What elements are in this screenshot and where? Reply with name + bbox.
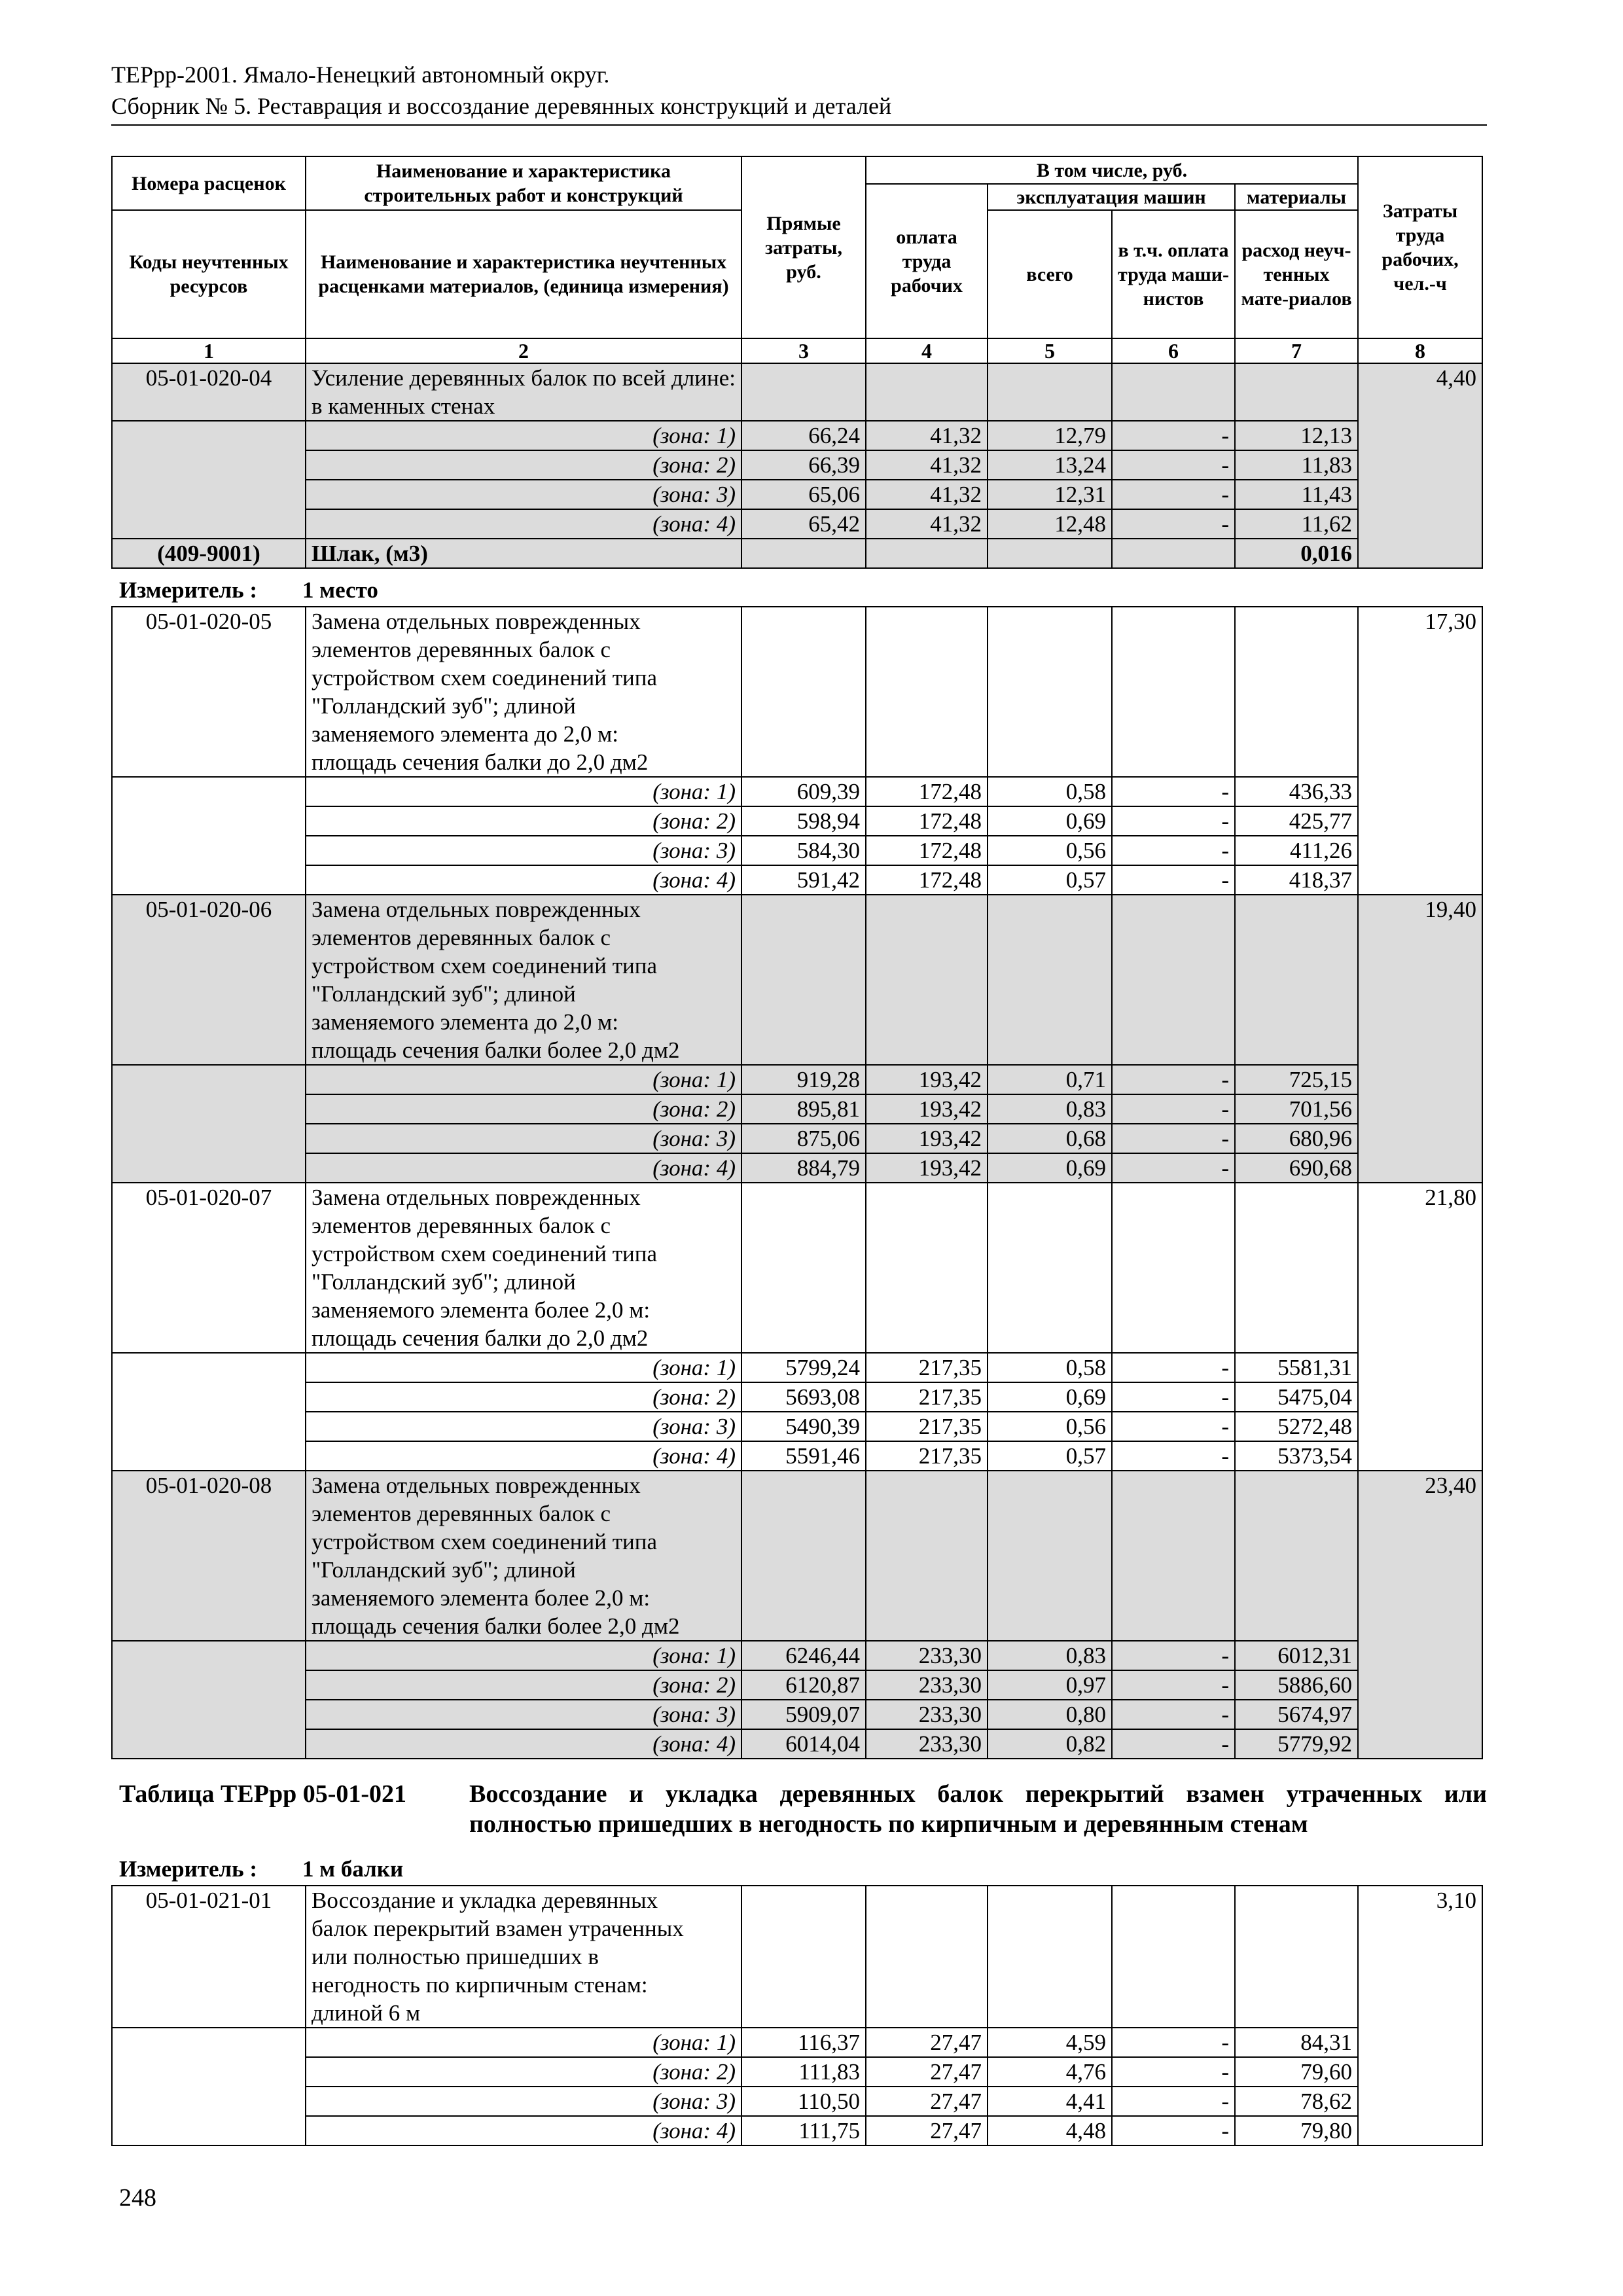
empty-cell — [866, 1886, 988, 2028]
head-labor: Затраты труда рабочих, чел.-ч — [1358, 156, 1482, 338]
labor-pay: 193,42 — [866, 1124, 988, 1153]
col-number: 1 — [112, 338, 306, 363]
resource-code: (409-9001) — [112, 539, 306, 568]
labor-pay: 172,48 — [866, 865, 988, 895]
labor-cost: 23,40 — [1358, 1471, 1482, 1759]
machines-total: 0,71 — [988, 1065, 1112, 1094]
table-name: Воссоздание и укладка деревянных балок перекрытий взамен утраченных или полностью пришедших в негодность по кирпичным и деревянным стенам — [469, 1780, 1487, 1838]
materials: 11,62 — [1235, 509, 1358, 539]
empty-cell — [1112, 607, 1235, 777]
machines-total: 4,41 — [988, 2087, 1112, 2116]
materials: 5779,92 — [1235, 1729, 1358, 1759]
labor-pay: 41,32 — [866, 421, 988, 450]
labor-pay: 27,47 — [866, 2116, 988, 2145]
zone-label: (зона: 3) — [306, 480, 741, 509]
head-work-name: Наименование и характеристика строительных работ и конструкций — [306, 156, 741, 210]
head-labor-pay: оплата труда рабочих — [866, 184, 988, 338]
rate-code: 05-01-020-04 — [112, 363, 306, 421]
rate-name: Замена отдельных поврежденных элементов деревянных балок с устройством схем соединений типа "Голландский зуб"; длиной заменяемого элемента более 2,0 м: площадь сечения балки более 2,0 дм2 — [306, 1471, 741, 1641]
machinist-pay: - — [1112, 1065, 1235, 1094]
machines-total: 0,58 — [988, 777, 1112, 806]
direct-cost: 609,39 — [741, 777, 866, 806]
machinist-pay: - — [1112, 1124, 1235, 1153]
labor-pay: 27,47 — [866, 2028, 988, 2057]
materials: 6012,31 — [1235, 1641, 1358, 1670]
rate-block — [112, 607, 1482, 895]
direct-cost: 6246,44 — [741, 1641, 866, 1670]
header-rule — [111, 124, 1487, 126]
machinist-pay: - — [1112, 806, 1235, 836]
empty-cell — [112, 777, 306, 895]
machinist-pay: - — [1112, 1153, 1235, 1183]
machines-total: 12,31 — [988, 480, 1112, 509]
measure-value: 1 место — [302, 577, 378, 603]
labor-pay: 193,42 — [866, 1094, 988, 1124]
running-header-collection: Сборник № 5. Реставрация и воссоздание деревянных конструкций и деталей — [111, 93, 892, 119]
machines-total: 4,59 — [988, 2028, 1112, 2057]
materials: 5581,31 — [1235, 1353, 1358, 1382]
machines-total: 0,57 — [988, 865, 1112, 895]
direct-cost: 5909,07 — [741, 1700, 866, 1729]
machines-total: 0,56 — [988, 836, 1112, 865]
materials: 425,77 — [1235, 806, 1358, 836]
page-number: 248 — [119, 2184, 156, 2212]
zone-label: (зона: 2) — [306, 1670, 741, 1700]
direct-cost: 5490,39 — [741, 1412, 866, 1441]
empty-cell — [741, 1183, 866, 1353]
head-machines: эксплуатация машин — [988, 184, 1235, 210]
direct-cost: 875,06 — [741, 1124, 866, 1153]
labor-pay: 41,32 — [866, 480, 988, 509]
direct-cost: 111,83 — [741, 2057, 866, 2087]
machines-total: 0,69 — [988, 1382, 1112, 1412]
materials: 680,96 — [1235, 1124, 1358, 1153]
labor-pay: 217,35 — [866, 1353, 988, 1382]
rates-table-section-1 — [111, 606, 1483, 1759]
machinist-pay: - — [1112, 480, 1235, 509]
empty-cell — [112, 1353, 306, 1471]
materials: 5886,60 — [1235, 1670, 1358, 1700]
direct-cost: 65,06 — [741, 480, 866, 509]
zone-label: (зона: 1) — [306, 777, 741, 806]
labor-pay: 41,32 — [866, 509, 988, 539]
empty-cell — [988, 895, 1112, 1065]
direct-cost: 919,28 — [741, 1065, 866, 1094]
empty-cell — [866, 895, 988, 1065]
labor-cost: 3,10 — [1358, 1886, 1482, 2145]
machinist-pay: - — [1112, 1700, 1235, 1729]
rate-name: Замена отдельных поврежденных элементов деревянных балок с устройством схем соединений типа "Голландский зуб"; длиной заменяемого элемента до 2,0 м: площадь сечения балки более 2,0 дм2 — [306, 895, 741, 1065]
labor-pay: 27,47 — [866, 2057, 988, 2087]
zone-label: (зона: 2) — [306, 1382, 741, 1412]
rate-code: 05-01-020-07 — [112, 1183, 306, 1353]
machinist-pay: - — [1112, 1382, 1235, 1412]
machinist-pay: - — [1112, 1094, 1235, 1124]
rate-block — [112, 1471, 1482, 1759]
rate-block — [112, 363, 1482, 568]
empty-cell — [741, 895, 866, 1065]
direct-cost: 65,42 — [741, 509, 866, 539]
empty-cell — [112, 1641, 306, 1759]
empty-cell — [112, 2028, 306, 2145]
measure-unit-1 — [119, 576, 378, 604]
resource-amount: 0,016 — [1235, 539, 1358, 568]
head-including: В том числе, руб. — [866, 156, 1358, 184]
empty-cell — [988, 607, 1112, 777]
machinist-pay: - — [1112, 2087, 1235, 2116]
materials: 411,26 — [1235, 836, 1358, 865]
materials: 5475,04 — [1235, 1382, 1358, 1412]
zone-label: (зона: 1) — [306, 2028, 741, 2057]
direct-cost: 110,50 — [741, 2087, 866, 2116]
empty-cell — [741, 1886, 866, 2028]
col-number: 4 — [866, 338, 988, 363]
labor-cost: 19,40 — [1358, 895, 1482, 1183]
materials: 78,62 — [1235, 2087, 1358, 2116]
table-code: Таблица ТЕРрр 05-01-021 — [119, 1780, 407, 1808]
empty-cell — [988, 1471, 1112, 1641]
labor-pay: 217,35 — [866, 1412, 988, 1441]
empty-cell — [741, 1471, 866, 1641]
head-unaccounted-materials: расход неуч-тенных мате-риалов — [1235, 210, 1358, 338]
machinist-pay: - — [1112, 2116, 1235, 2145]
zone-label: (зона: 1) — [306, 421, 741, 450]
rate-name: Замена отдельных поврежденных элементов деревянных балок с устройством схем соединений типа "Голландский зуб"; длиной заменяемого элемента до 2,0 м: площадь сечения балки до 2,0 дм2 — [306, 607, 741, 777]
labor-pay: 193,42 — [866, 1153, 988, 1183]
materials: 418,37 — [1235, 865, 1358, 895]
head-direct-costs: Прямые затраты, руб. — [741, 156, 866, 338]
head-rate-numbers: Номера расценок — [112, 156, 306, 210]
direct-cost: 66,39 — [741, 450, 866, 480]
rate-block — [112, 1886, 1482, 2145]
materials: 5373,54 — [1235, 1441, 1358, 1471]
head-materials: материалы — [1235, 184, 1358, 210]
labor-pay: 233,30 — [866, 1729, 988, 1759]
empty-cell — [112, 1065, 306, 1183]
materials: 725,15 — [1235, 1065, 1358, 1094]
empty-cell — [988, 1886, 1112, 2028]
direct-cost: 5693,08 — [741, 1382, 866, 1412]
zone-label: (зона: 1) — [306, 1065, 741, 1094]
head-machinist-pay: в т.ч. оплата труда маши-нистов — [1112, 210, 1235, 338]
machines-total: 0,58 — [988, 1353, 1112, 1382]
materials: 79,60 — [1235, 2057, 1358, 2087]
materials: 5674,97 — [1235, 1700, 1358, 1729]
direct-cost: 591,42 — [741, 865, 866, 895]
labor-pay: 233,30 — [866, 1700, 988, 1729]
machines-total: 0,80 — [988, 1700, 1112, 1729]
empty-cell — [1235, 607, 1358, 777]
machines-total: 12,48 — [988, 509, 1112, 539]
machines-total: 4,48 — [988, 2116, 1112, 2145]
labor-cost: 4,40 — [1358, 363, 1482, 568]
rate-code: 05-01-020-08 — [112, 1471, 306, 1641]
direct-cost: 598,94 — [741, 806, 866, 836]
head-machines-total: всего — [988, 210, 1112, 338]
empty-cell — [1112, 1471, 1235, 1641]
machinist-pay: - — [1112, 1441, 1235, 1471]
machines-total: 0,83 — [988, 1641, 1112, 1670]
machinist-pay: - — [1112, 1729, 1235, 1759]
machinist-pay: - — [1112, 1353, 1235, 1382]
zone-label: (зона: 3) — [306, 836, 741, 865]
rates-table-header — [111, 156, 1483, 569]
empty-cell — [1112, 1183, 1235, 1353]
machinist-pay: - — [1112, 509, 1235, 539]
machines-total: 4,76 — [988, 2057, 1112, 2087]
col-number: 2 — [306, 338, 741, 363]
machinist-pay: - — [1112, 1670, 1235, 1700]
labor-pay: 217,35 — [866, 1382, 988, 1412]
rate-code: 05-01-021-01 — [112, 1886, 306, 2028]
machinist-pay: - — [1112, 777, 1235, 806]
col-number: 8 — [1358, 338, 1482, 363]
col-number: 6 — [1112, 338, 1235, 363]
measure-label: Измеритель : — [119, 1856, 258, 1882]
machinist-pay: - — [1112, 450, 1235, 480]
machinist-pay: - — [1112, 1412, 1235, 1441]
empty-cell — [866, 1471, 988, 1641]
labor-pay: 233,30 — [866, 1670, 988, 1700]
zone-label: (зона: 3) — [306, 1412, 741, 1441]
machinist-pay: - — [1112, 1641, 1235, 1670]
measure-value: 1 м балки — [302, 1856, 404, 1882]
head-resource-codes: Коды неучтенных ресурсов — [112, 210, 306, 338]
labor-pay: 193,42 — [866, 1065, 988, 1094]
machines-total: 0,83 — [988, 1094, 1112, 1124]
empty-cell — [1112, 895, 1235, 1065]
direct-cost: 6014,04 — [741, 1729, 866, 1759]
empty-cell — [1235, 1886, 1358, 2028]
machinist-pay: - — [1112, 2057, 1235, 2087]
empty-cell — [1235, 1183, 1358, 1353]
materials: 11,43 — [1235, 480, 1358, 509]
direct-cost: 884,79 — [741, 1153, 866, 1183]
zone-label: (зона: 3) — [306, 1124, 741, 1153]
zone-label: (зона: 2) — [306, 806, 741, 836]
machinist-pay: - — [1112, 836, 1235, 865]
labor-cost: 21,80 — [1358, 1183, 1482, 1471]
zone-label: (зона: 2) — [306, 450, 741, 480]
machinist-pay: - — [1112, 2028, 1235, 2057]
measure-unit-2 — [119, 1855, 404, 1883]
empty-cell — [866, 1183, 988, 1353]
direct-cost: 6120,87 — [741, 1670, 866, 1700]
materials: 5272,48 — [1235, 1412, 1358, 1441]
labor-pay: 172,48 — [866, 836, 988, 865]
labor-pay: 233,30 — [866, 1641, 988, 1670]
machines-total: 0,82 — [988, 1729, 1112, 1759]
empty-cell — [866, 607, 988, 777]
rates-table-section-2 — [111, 1885, 1483, 2146]
rate-code: 05-01-020-05 — [112, 607, 306, 777]
zone-label: (зона: 2) — [306, 2057, 741, 2087]
labor-pay: 41,32 — [866, 450, 988, 480]
zone-label: (зона: 3) — [306, 2087, 741, 2116]
empty-cell — [988, 1183, 1112, 1353]
measure-label: Измеритель : — [119, 577, 258, 603]
col-number: 3 — [741, 338, 866, 363]
labor-pay: 217,35 — [866, 1441, 988, 1471]
empty-cell — [1235, 895, 1358, 1065]
machinist-pay: - — [1112, 421, 1235, 450]
machines-total: 0,68 — [988, 1124, 1112, 1153]
col-number: 7 — [1235, 338, 1358, 363]
direct-cost: 5591,46 — [741, 1441, 866, 1471]
zone-label: (зона: 4) — [306, 1153, 741, 1183]
machinist-pay: - — [1112, 865, 1235, 895]
machines-total: 0,69 — [988, 806, 1112, 836]
empty-cell — [1235, 1471, 1358, 1641]
resource-name: Шлак, (м3) — [306, 539, 741, 568]
direct-cost: 116,37 — [741, 2028, 866, 2057]
labor-cost: 17,30 — [1358, 607, 1482, 895]
rate-code: 05-01-020-06 — [112, 895, 306, 1065]
materials: 436,33 — [1235, 777, 1358, 806]
running-header-title: ТЕРрр-2001. Ямало-Ненецкий автономный округ. — [111, 62, 610, 88]
rate-name: Воссоздание и укладка деревянных балок перекрытий взамен утраченных или полностью пришедших в негодность по кирпичным стенам: длиной 6 м — [306, 1886, 741, 2028]
zone-label: (зона: 1) — [306, 1641, 741, 1670]
machines-total: 0,97 — [988, 1670, 1112, 1700]
machines-total: 0,56 — [988, 1412, 1112, 1441]
labor-pay: 27,47 — [866, 2087, 988, 2116]
materials: 690,68 — [1235, 1153, 1358, 1183]
empty-cell — [741, 607, 866, 777]
labor-pay: 172,48 — [866, 777, 988, 806]
zone-label: (зона: 4) — [306, 1729, 741, 1759]
machines-total: 12,79 — [988, 421, 1112, 450]
empty-cell — [1112, 1886, 1235, 2028]
labor-pay: 172,48 — [866, 806, 988, 836]
head-resource-names: Наименование и характеристика неучтенных расценками материалов, (единица измерения) — [306, 210, 741, 338]
zone-label: (зона: 4) — [306, 1441, 741, 1471]
zone-label: (зона: 4) — [306, 2116, 741, 2145]
zone-label: (зона: 4) — [306, 509, 741, 539]
direct-cost: 111,75 — [741, 2116, 866, 2145]
materials: 701,56 — [1235, 1094, 1358, 1124]
direct-cost: 66,24 — [741, 421, 866, 450]
col-number: 5 — [988, 338, 1112, 363]
zone-label: (зона: 4) — [306, 865, 741, 895]
rate-name: Замена отдельных поврежденных элементов деревянных балок с устройством схем соединений типа "Голландский зуб"; длиной заменяемого элемента более 2,0 м: площадь сечения балки до 2,0 дм2 — [306, 1183, 741, 1353]
direct-cost: 584,30 — [741, 836, 866, 865]
materials: 12,13 — [1235, 421, 1358, 450]
zone-label: (зона: 2) — [306, 1094, 741, 1124]
materials: 84,31 — [1235, 2028, 1358, 2057]
materials: 79,80 — [1235, 2116, 1358, 2145]
rate-block — [112, 1183, 1482, 1471]
direct-cost: 895,81 — [741, 1094, 866, 1124]
machines-total: 13,24 — [988, 450, 1112, 480]
rate-name: Усиление деревянных балок по всей длине: в каменных стенах — [306, 363, 741, 421]
machines-total: 0,69 — [988, 1153, 1112, 1183]
rate-block — [112, 895, 1482, 1183]
direct-cost: 5799,24 — [741, 1353, 866, 1382]
machines-total: 0,57 — [988, 1441, 1112, 1471]
zone-label: (зона: 3) — [306, 1700, 741, 1729]
materials: 11,83 — [1235, 450, 1358, 480]
zone-label: (зона: 1) — [306, 1353, 741, 1382]
